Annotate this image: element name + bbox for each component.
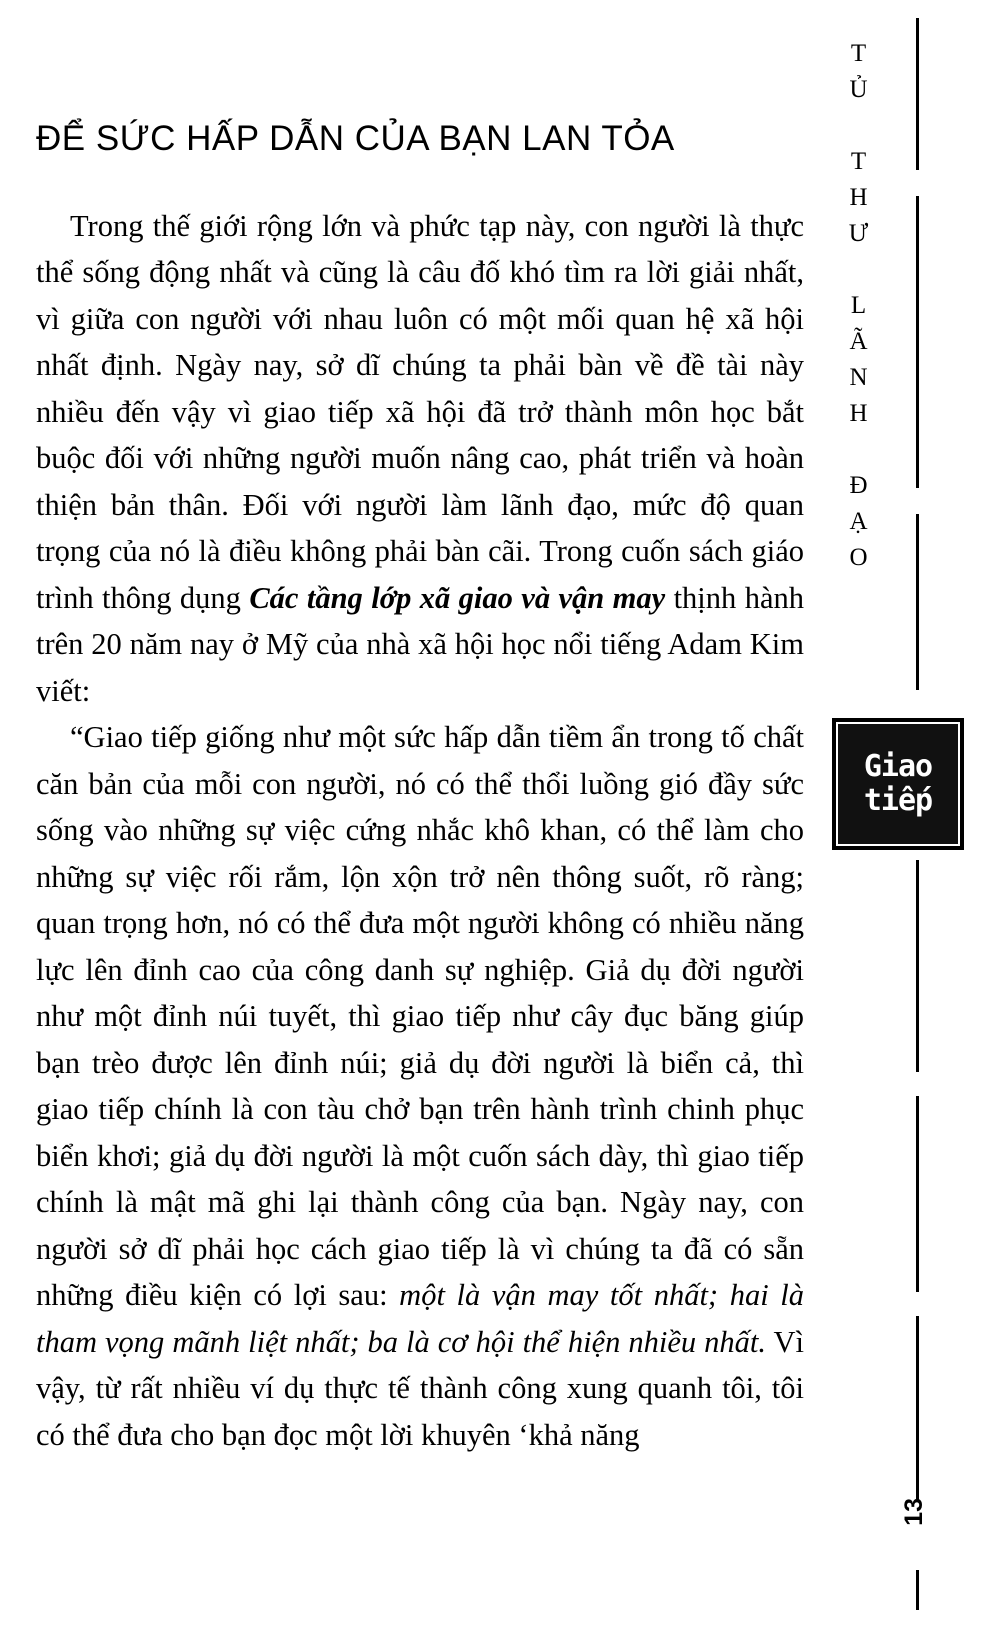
text-run: Vì vậy, từ rất nhiều ví dụ thực tế thành công xung quanh tôi, tôi có thể đưa cho bạn đọc một lời khuyên ‘khả năng — [36, 1324, 804, 1452]
rail-rule-segment — [916, 860, 919, 1072]
text-run: “Giao tiếp giống như một sức hấp dẫn tiềm ẩn trong tố chất căn bản của mỗi con người, nó có thể thổi luồng gió đầy sức sống vào những sự việc cứng nhắc khô khan, có thể làm cho những sự việc rối rắm, lộn xộn trở nên thông suốt, rõ ràng; quan trọng hơn, nó có thể đưa một người không có nhiều năng lực lên đỉnh cao của công danh sự nghiệp. Giả dụ đời người như một đỉnh núi tuyết, thì giao tiếp như cây đục băng giúp bạn trèo được lên đỉnh núi; giả dụ đời người là biển cả, thì giao tiếp chính là con tàu chở bạn trên hành trình chinh phục biển khơi; giả dụ đời người là một cuốn sách dày, thì giao tiếp chính là mật mã ghi lại thành công của bạn. Ngày nay, con người sở dĩ phải học cách giao tiếp là vì chúng ta đã có sẵn những điều kiện có lợi sau: — [36, 720, 804, 1312]
rail-rule-segment — [916, 1096, 919, 1292]
series-logo-line-2: tiếp — [863, 783, 933, 818]
series-title: TỦ THƯ LÃNH ĐẠO — [845, 40, 872, 580]
text-run: Các tầng lớp xã giao và vận may — [249, 580, 666, 615]
series-logo — [832, 718, 964, 850]
rail-rule-segment — [916, 196, 919, 488]
series-logo-line-1: Giao — [863, 749, 933, 784]
rail-rule-segment — [916, 1316, 919, 1502]
text-column — [36, 120, 804, 1458]
rail-rule-segment — [916, 1570, 919, 1610]
page-number: 13 — [900, 1498, 928, 1526]
rail-rule-segment — [916, 514, 919, 690]
page-title: ĐỂ SỨC HẤP DẪN CỦA BẠN LAN TỎA — [36, 119, 675, 158]
paragraph-2 — [36, 714, 804, 1458]
paragraph-1 — [36, 203, 804, 715]
side-rail — [804, 0, 1000, 1626]
text-run: thịnh hành trên 20 năm nay ở Mỹ của nhà xã hội học nổi tiếng Adam Kim viết: — [36, 580, 804, 708]
text-run: một là vận may tốt nhất; hai là tham vọng mãnh liệt nhất; ba là cơ hội thể hiện nhiều nhất. — [36, 1278, 804, 1359]
rail-rule-segment — [916, 18, 919, 170]
text-run: Trong thế giới rộng lớn và phức tạp này, con người là thực thể sống động nhất và cũng là câu đố khó tìm ra lời giải nhất, vì giữa con người với nhau luôn có một mối quan hệ xã hội nhất định. Ngày nay, sở dĩ chúng ta phải bàn về đề tài này nhiều đến vậy vì giao tiếp xã hội đã trở thành môn học bắt buộc đối với những người muốn nâng cao, phát triển và hoàn thiện bản thân. Đối với người làm lãnh đạo, mức độ quan trọng của nó là điều không phải bàn cãi. Trong cuốn sách giáo trình thông dụng — [36, 208, 804, 615]
